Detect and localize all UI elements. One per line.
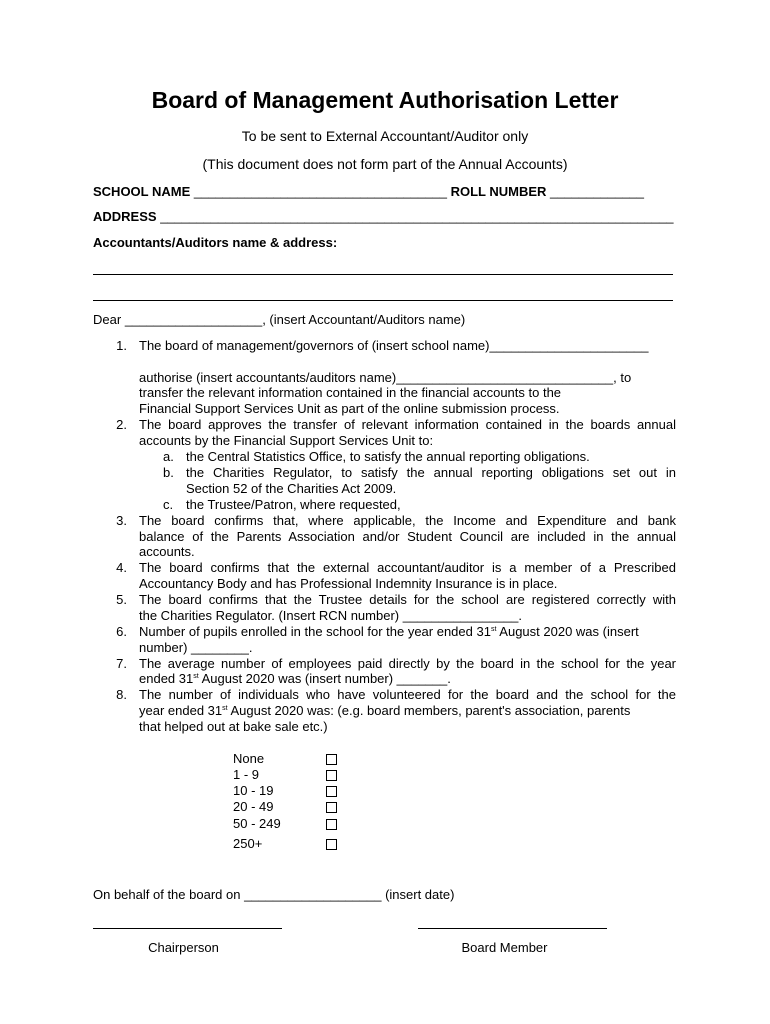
address-field bbox=[93, 209, 674, 224]
list-item-5: the Charities Regulator. (Insert RCN number) ________________. bbox=[139, 608, 523, 623]
option-checkbox[interactable] bbox=[326, 754, 337, 765]
option-checkbox[interactable] bbox=[326, 770, 337, 781]
option-checkbox[interactable] bbox=[326, 819, 337, 830]
accountants-address-line-1[interactable] bbox=[93, 274, 673, 275]
board-member-label: Board Member bbox=[461, 940, 548, 955]
list-item-5: The board confirms that the Trustee details for the school are registered correctly with bbox=[139, 592, 676, 607]
sub-item-c: the Trustee/Patron, where requested, bbox=[186, 497, 401, 512]
list-item-1-continued: transfer the relevant information contained in the financial accounts to the bbox=[139, 385, 562, 400]
subtitle: To be sent to External Accountant/Auditor only bbox=[241, 128, 529, 144]
list-item-4: The board confirms that the external accountant/auditor is a member of a Prescribed bbox=[139, 560, 676, 575]
option-label: 250+ bbox=[233, 836, 263, 851]
list-item-3: balance of the Parents Association and/or Student Council are included in the annual bbox=[139, 529, 676, 544]
list-item-1-continued: Financial Support Services Unit as part of the online submission process. bbox=[139, 401, 560, 416]
option-label: 10 - 19 bbox=[233, 783, 274, 798]
option-checkbox[interactable] bbox=[326, 839, 337, 850]
list-item-3: accounts. bbox=[139, 544, 195, 559]
list-item-8: year ended 31st August 2020 was: (e.g. board members, parent's association, parents bbox=[139, 703, 631, 718]
list-item-7: The average number of employees paid directly by the board in the school for the year bbox=[139, 656, 676, 671]
salutation-dear: Dear bbox=[93, 312, 122, 327]
closing-suffix: (insert date) bbox=[385, 887, 455, 902]
roll-number-label: ROLL NUMBER bbox=[450, 184, 547, 199]
sub-item-letter: b. bbox=[163, 465, 174, 480]
item-number: 2. bbox=[116, 417, 127, 432]
sub-item-letter: c. bbox=[163, 497, 174, 512]
item-number: 4. bbox=[116, 560, 127, 575]
list-item-3: The board confirms that, where applicable, the Income and Expenditure and bank bbox=[139, 513, 676, 528]
item-number: 3. bbox=[116, 513, 127, 528]
list-item-2: accounts by the Financial Support Services Unit to: bbox=[139, 433, 434, 448]
date-blank[interactable]: ___________________ bbox=[244, 887, 382, 902]
address-blank[interactable]: _______________________________________________________________________ bbox=[160, 209, 674, 224]
list-item-2: The board approves the transfer of relevant information contained in the boards annual bbox=[139, 417, 676, 432]
option-label: 1 - 9 bbox=[233, 767, 260, 782]
item-number: 1. bbox=[116, 338, 127, 353]
address-label: ADDRESS bbox=[93, 209, 157, 224]
chairperson-signature-line[interactable] bbox=[93, 928, 282, 929]
document-note: (This document does not form part of the Annual Accounts) bbox=[202, 156, 568, 172]
board-member-signature-line[interactable] bbox=[418, 928, 607, 929]
option-label: 50 - 249 bbox=[233, 816, 281, 831]
option-checkbox[interactable] bbox=[326, 802, 337, 813]
item-number: 5. bbox=[116, 592, 127, 607]
roll-number-blank[interactable]: _____________ bbox=[550, 184, 645, 199]
salutation bbox=[93, 312, 465, 327]
option-label: 20 - 49 bbox=[233, 799, 274, 814]
list-item-6: Number of pupils enrolled in the school for the year ended 31st August 2020 was (insert bbox=[139, 624, 639, 639]
item-number: 7. bbox=[116, 656, 127, 671]
sub-item-b: Section 52 of the Charities Act 2009. bbox=[186, 481, 397, 496]
option-checkbox[interactable] bbox=[326, 786, 337, 797]
accountants-address-line-2[interactable] bbox=[93, 300, 673, 301]
closing-line bbox=[93, 887, 454, 902]
page-title: Board of Management Authorisation Letter bbox=[151, 87, 619, 113]
list-item-1-continued: authorise (insert accountants/auditors name)______________________________, to bbox=[139, 370, 632, 385]
item-number: 8. bbox=[116, 687, 127, 702]
salutation-suffix: , (insert Accountant/Auditors name) bbox=[262, 312, 466, 327]
sub-item-letter: a. bbox=[163, 449, 174, 464]
item-number: 6. bbox=[116, 624, 127, 639]
sub-item-b: the Charities Regulator, to satisfy the annual reporting obligations set out in bbox=[186, 465, 676, 480]
school-name-label: SCHOOL NAME bbox=[93, 184, 191, 199]
list-item-8: The number of individuals who have volunteered for the board and the school for the bbox=[139, 687, 676, 702]
school-name-field bbox=[93, 184, 644, 199]
list-item-6: number) ________. bbox=[139, 640, 253, 655]
list-item-1: The board of management/governors of (insert school name)______________________ bbox=[139, 338, 649, 353]
accountants-label: Accountants/Auditors name & address: bbox=[93, 235, 338, 250]
option-label: None bbox=[233, 751, 265, 766]
salutation-name-blank[interactable]: ___________________ bbox=[124, 312, 263, 327]
list-item-8: that helped out at bake sale etc.) bbox=[139, 719, 328, 734]
list-item-7: ended 31st August 2020 was (insert number) _______. bbox=[139, 671, 451, 686]
school-name-blank[interactable]: ___________________________________ bbox=[193, 184, 447, 199]
list-item-4: Accountancy Body and has Professional Indemnity Insurance is in place. bbox=[139, 576, 558, 591]
sub-item-a: the Central Statistics Office, to satisfy the annual reporting obligations. bbox=[186, 449, 590, 464]
closing-prefix: On behalf of the board on bbox=[93, 887, 241, 902]
chairperson-label: Chairperson bbox=[148, 940, 219, 955]
